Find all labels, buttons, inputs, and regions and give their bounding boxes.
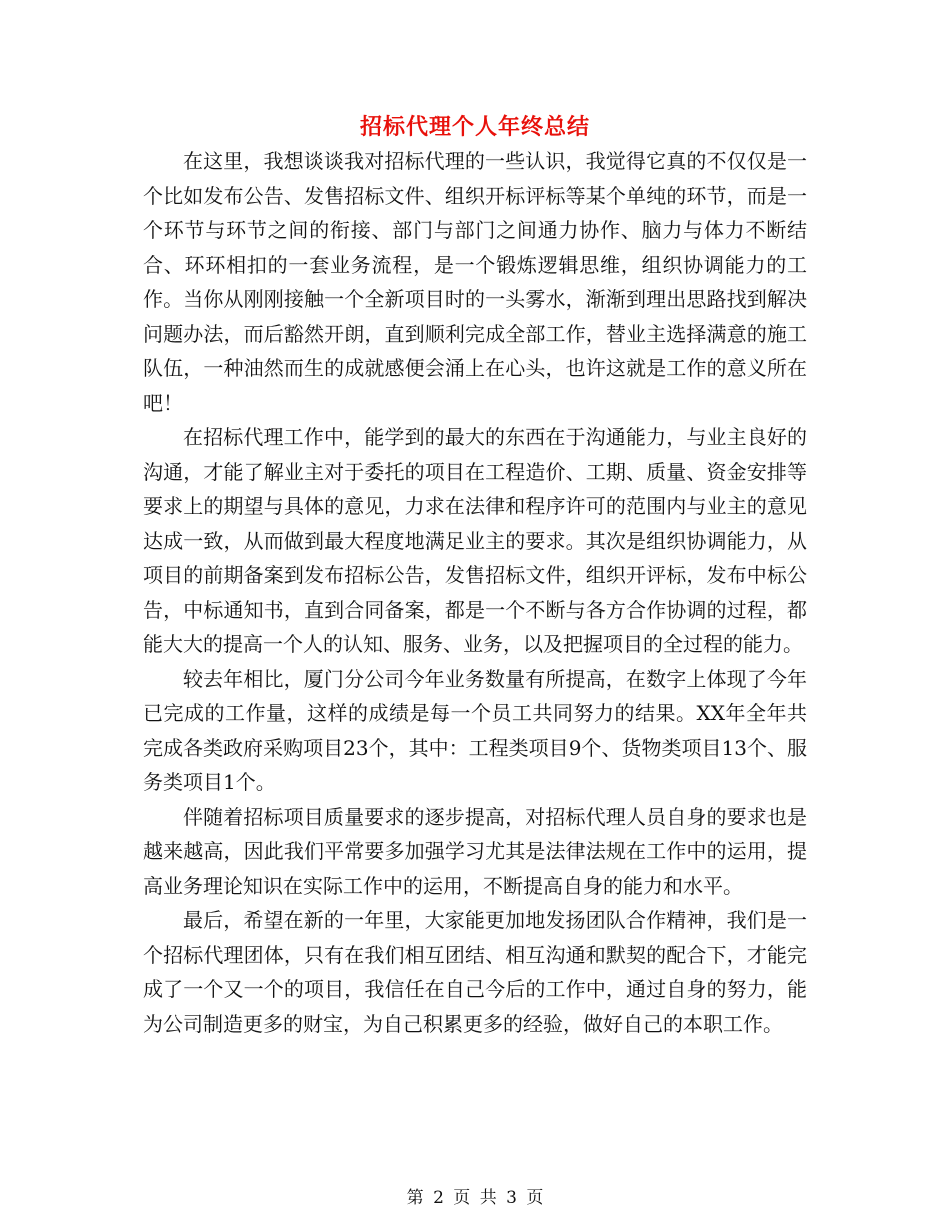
document-body [143,144,807,1041]
paragraph: 在招标代理工作中，能学到的最大的东西在于沟通能力，与业主良好的沟通，才能了解业主对于委托的项目在工程造价、工期、质量、资金安排等要求上的期望与具体的意见，力求在法律和程序许可的范围内与业主的意见达成一致，从而做到最大程度地满足业主的要求。其次是组织协调能力，从项目的前期备案到发布招标公告，发售招标文件，组织开评标，发布中标公告，中标通知书，直到合同备案，都是一个不断与各方合作协调的过程，都能大大的提高一个人的认知、服务、业务，以及把握项目的全过程的能力。 [143,425,807,656]
page-number: 第 2 页 共 3 页 [406,1188,544,1208]
page-title: 招标代理个人年终总结 [359,114,590,140]
paragraph: 在这里，我想谈谈我对招标代理的一些认识，我觉得它真的不仅仅是一个比如发布公告、发售招标文件、组织开标评标等某个单纯的环节，而是一个环节与环节之间的衔接、部门与部门之间通力协作、脑力与体力不断结合、环环相扣的一套业务流程，是一个锻炼逻辑思维，组织协调能力的工作。当你从刚刚接触一个全新项目时的一头雾水，渐渐到理出思路找到解决问题办法，而后豁然开朗，直到顺利完成全部工作，替业主选择满意的施工队伍，一种油然而生的成就感便会涌上在心头，也许这就是工作的意义所在吧！ [143,149,807,415]
paragraph: 伴随着招标项目质量要求的逐步提高，对招标代理人员自身的要求也是越来越高，因此我们平常要多加强学习尤其是法律法规在工作中的运用，提高业务理论知识在实际工作中的运用，不断提高自身的能力和水平。 [143,804,807,898]
paragraph: 较去年相比，厦门分公司今年业务数量有所提高，在数字上体现了今年已完成的工作量，这样的成绩是每一个员工共同努力的结果。XX年全年共完成各类政府采购项目23个，其中：工程类项目9个、货物类项目13个、服务类项目1个。 [143,666,807,794]
paragraph: 最后，希望在新的一年里，大家能更加地发扬团队合作精神，我们是一个招标代理团体，只有在我们相互团结、相互沟通和默契的配合下，才能完成了一个又一个的项目，我信任在自己今后的工作中，通过自身的努力，能为公司制造更多的财宝，为自己积累更多的经验，做好自己的本职工作。 [143,908,807,1036]
